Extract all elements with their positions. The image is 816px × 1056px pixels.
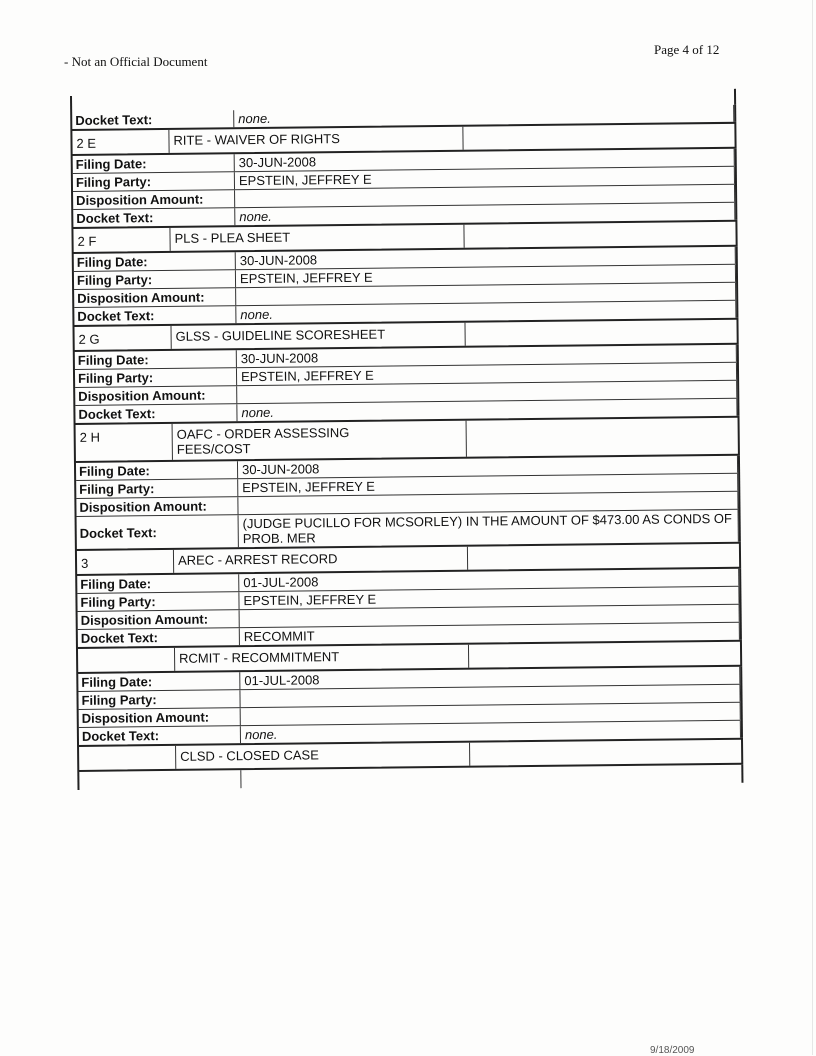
filing-date-value: 01-JUL-2008 (239, 667, 740, 689)
entry-id: 2 F (73, 228, 170, 252)
filing-date-label: Filing Date: (75, 156, 147, 172)
filing-party-label: Filing Party: (76, 272, 153, 288)
entry-details (74, 456, 741, 549)
docket-text-label: Docket Text: (77, 308, 155, 324)
filing-date-value: 30-JUN-2008 (235, 247, 736, 269)
entry-id: 3 (77, 550, 174, 574)
docket-text-label: Docket Text: (78, 406, 156, 422)
filing-date-value: 01-JUL-2008 (238, 569, 739, 591)
disposition-amount-label: Disposition Amount: (78, 387, 206, 404)
entry-id: 2 E (72, 130, 169, 154)
entry-description: RITE - WAIVER OF RIGHTS (169, 127, 463, 153)
footer-date: 9/18/2009 (650, 1045, 695, 1056)
docket-text-value: none. (235, 301, 736, 323)
filing-date-value: 30-JUN-2008 (236, 345, 737, 367)
disclaimer-header: - Not an Official Document (64, 54, 208, 69)
docket-text-value: none. (233, 105, 734, 127)
docket-text-value: none. (236, 399, 737, 421)
docket-text-value: (JUDGE PUCILLO FOR MCSORLEY) IN THE AMOUNT OF $473.00 AS CONDS OF PROB. MER (238, 510, 739, 547)
entry-details (71, 149, 738, 227)
filing-party-label: Filing Party: (75, 174, 152, 190)
filing-party-value: EPSTEIN, JEFFREY E (236, 363, 737, 385)
entry-id (79, 746, 176, 770)
entry-id: 2 G (74, 326, 171, 350)
docket-text-label: Docket Text: (76, 210, 154, 226)
disposition-amount-label: Disposition Amount: (76, 191, 204, 208)
disposition-amount-label: Disposition Amount: (79, 498, 207, 515)
filing-date-label: Filing Date: (77, 352, 149, 368)
filing-date-value: 30-JUN-2008 (237, 456, 738, 478)
docket-table (70, 89, 743, 790)
entry-details (73, 345, 740, 423)
docket-text-value: RECOMMIT (239, 623, 740, 645)
filing-date-value: 30-JUN-2008 (234, 149, 735, 171)
filing-party-value: EPSTEIN, JEFFREY E (238, 587, 739, 609)
entry-id: 2 H (76, 424, 173, 461)
entry-description: PLS - PLEA SHEET (170, 225, 464, 251)
docket-text-label: Docket Text: (81, 728, 160, 744)
entry-details (72, 247, 739, 325)
entry-description: OAFC - ORDER ASSESSING FEES/COST (173, 421, 467, 460)
page-edge-rule (812, 0, 813, 1055)
docket-text-value: none. (234, 203, 735, 225)
disposition-amount-label: Disposition Amount: (81, 709, 210, 726)
docket-text-value: none. (240, 721, 741, 743)
filing-party-label: Filing Party: (77, 370, 154, 386)
docket-text-label: Docket Text: (80, 630, 159, 646)
entry-details (76, 667, 743, 745)
filing-party-value: EPSTEIN, JEFFREY E (235, 265, 736, 287)
filing-party-label: Filing Party: (79, 481, 155, 497)
filing-date-label: Filing Date: (81, 674, 153, 690)
filing-party-label: Filing Party: (80, 594, 156, 610)
entry-id (78, 648, 175, 672)
filing-date-label: Filing Date: (76, 254, 148, 270)
filing-party-value: EPSTEIN, JEFFREY E (237, 474, 738, 496)
docket-text-label: Docket Text: (79, 525, 157, 541)
entry-details (75, 569, 742, 647)
filing-date-label: Filing Date: (80, 576, 152, 592)
entry-description: RCMIT - RECOMMITMENT (175, 645, 469, 671)
entry-description: GLSS - GUIDELINE SCORESHEET (171, 323, 465, 349)
page-number: Page 4 of 12 (654, 42, 720, 57)
filing-date-label: Filing Date: (78, 463, 150, 479)
filing-party-label: Filing Party: (81, 692, 157, 708)
docket-text-label: Docket Text: (75, 112, 153, 128)
entry-description: AREC - ARREST RECORD (174, 547, 468, 573)
entry-description: CLSD - CLOSED CASE (176, 743, 470, 769)
disposition-amount-label: Disposition Amount: (80, 611, 209, 628)
filing-party-value: EPSTEIN, JEFFREY E (234, 167, 735, 189)
disposition-amount-label: Disposition Amount: (77, 289, 205, 306)
